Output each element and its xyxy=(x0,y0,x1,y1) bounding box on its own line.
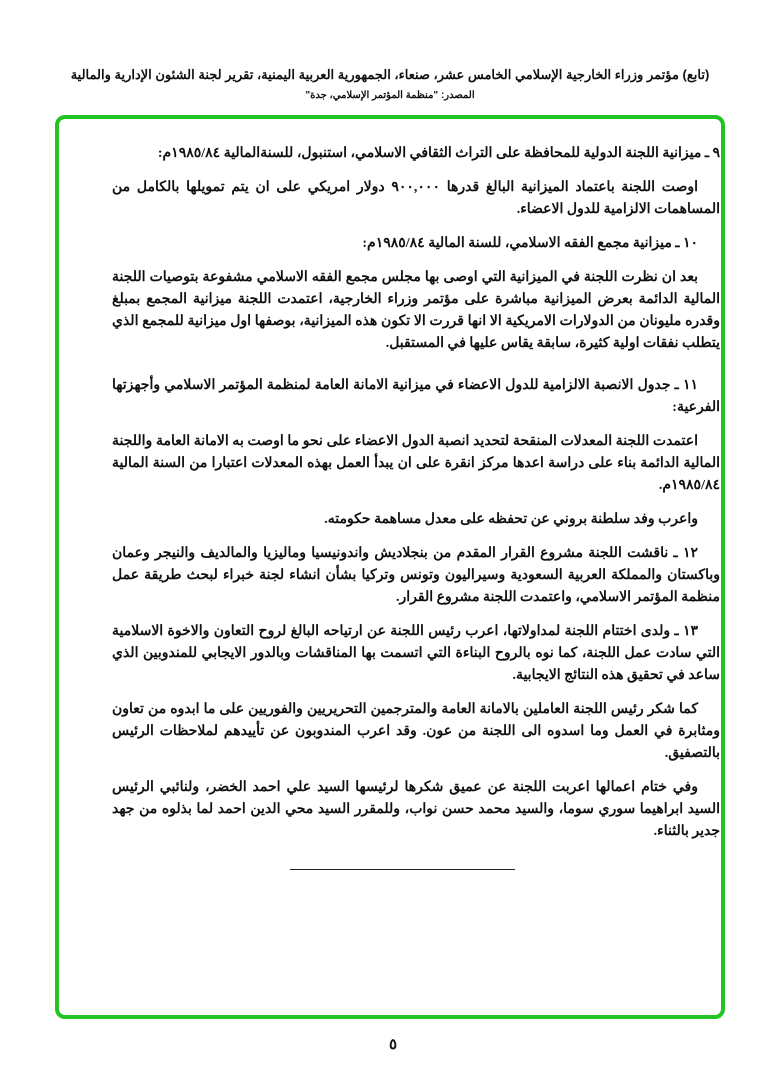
page-frame xyxy=(55,115,725,1019)
document-body xyxy=(112,143,720,843)
document-title: (تابع) مؤتمر وزراء الخارجية الإسلامي الخامس عشر، صنعاء، الجمهورية العربية اليمنية، تقرير لجنة الشئون الإدارية والمالية xyxy=(70,67,710,82)
document-header xyxy=(30,0,750,103)
paragraph: بعد ان نظرت اللجنة في الميزانية التي اوصى بها مجلس مجمع الفقه الاسلامي مشفوعة بتوصيات اللجنة المالية الدائمة بعرض الميزانية مباشرة على مؤتمر وزراء الخارجية، اعتمدت اللجنة ميزانية المجمع بمبلغ وقدره مليونان من الدولارات الامريكية الا انها قررت الا تكون هذه الميزانية، بوصفها اول ميزانية للمجمع الذي يتطلب نفقات اولية كثيرة، سابقة يقاس عليها في المستقبل. xyxy=(112,270,720,351)
item-10-heading: ١٠ ـ ميزانية مجمع الفقه الاسلامي، للسنة المالية ١٩٨٥/٨٤م: xyxy=(362,236,698,251)
document-source: المصدر: "منظمة المؤتمر الإسلامي، جدة" xyxy=(305,90,475,101)
paragraph: كما شكر رئيس اللجنة العاملين بالامانة العامة والمترجمين التحريريين والفوريين على ما ابدوه من تعاون ومثابرة في العمل وما اسدوه الى اللجنة من عون. وقد اعرب المندوبون عن تأييدهم لملاحظات الرئيس بالتصفيق. xyxy=(112,702,720,761)
page-number: ٥ xyxy=(388,1037,398,1053)
item-11-heading: ١١ ـ جدول الانصبة الالزامية للدول الاعضاء في ميزانية الامانة العامة لمنظمة المؤتمر الاسلامي وأجهزتها الفرعية: xyxy=(112,378,720,415)
separator-line xyxy=(290,869,515,870)
paragraph: واعرب وفد سلطنة بروني عن تحفظه على معدل مساهمة حكومته. xyxy=(324,512,698,527)
item-9-heading: ٩ ـ ميزانية اللجنة الدولية للمحافظة على التراث الثقافي الاسلامي، استنبول، للسنةالمالية ١٩٨٥/٨٤م: xyxy=(157,146,720,161)
paragraph: اوصت اللجنة باعتماد الميزانية البالغ قدرها ٩٠٠,٠٠٠ دولار امريكي على ان يتم تمويلها بالكامل من المساهمات الالزامية للدول الاعضاء. xyxy=(112,180,720,217)
item-12-paragraph: ١٢ ـ ناقشت اللجنة مشروع القرار المقدم من بنجلاديش واندونيسيا وماليزيا والمالديف والنيجر وعمان وباكستان والمملكة العربية السعودية وسيراليون وتونس وتركيا بشأن انشاء لجنة خبراء لبحث طريقة عمل منظمة المؤتمر الاسلامي، واعتمدت اللجنة مشروع القرار. xyxy=(112,546,720,605)
paragraph: اعتمدت اللجنة المعدلات المنقحة لتحديد انصبة الدول الاعضاء على نحو ما اوصت به الامانة العامة واللجنة المالية الدائمة بناء على دراسة اعدها مركز انقرة على ان يبدأ العمل بهذه المعدلات اعتبارا من السنة المالية ١٩٨٥/٨٤م. xyxy=(112,434,720,493)
item-13-paragraph: ١٣ ـ ولدى اختتام اللجنة لمداولاتها، اعرب رئيس اللجنة عن ارتياحه البالغ لروح التعاون والاخوة الاسلامية التي سادت عمل اللجنة، كما نوه بالروح البناءة التي اتسمت بها المناقشات وبالدور الايجابي للمندوبين الذي ساعد في تحقيق هذه النتائج الايجابية. xyxy=(112,624,720,683)
paragraph: وفي ختام اعمالها اعربت اللجنة عن عميق شكرها لرئيسها السيد علي احمد الخضر، ولنائبي الرئيس السيد ابراهيما سوري سوما، والسيد محمد حسن نواب، وللمقرر السيد محي الدين احمد لما بذلوه من جهد جدير بالثناء. xyxy=(112,780,720,839)
